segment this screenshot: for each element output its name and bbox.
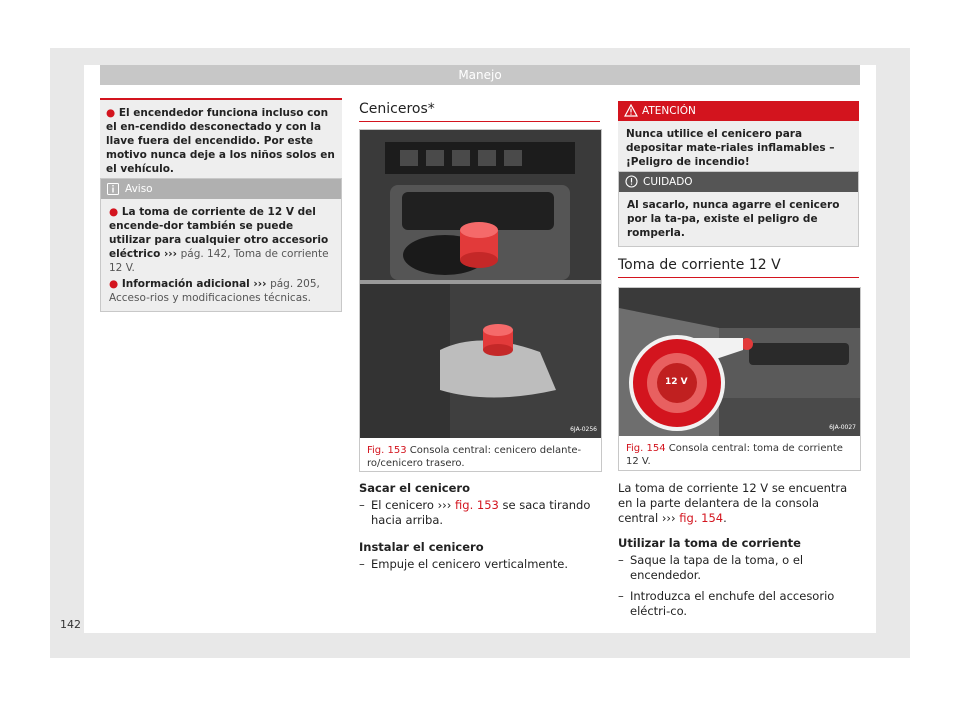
arrows: ››› [661, 511, 676, 525]
figure-caption [360, 438, 601, 476]
arrows: ››› [163, 248, 177, 260]
figure-code: 6JA-0027 [829, 424, 856, 431]
figure-code: 6JA-0256 [570, 426, 597, 433]
arrows: ››› [437, 498, 452, 512]
atencion-title: ATENCIÓN [642, 105, 696, 117]
lighter-warning-box [100, 98, 342, 184]
utilizar-title: Utilizar la toma de corriente [618, 536, 801, 550]
instalar-text: Empuje el cenicero verticalmente. [371, 557, 569, 571]
aviso-item [109, 277, 333, 305]
sacar-text-end: se saca tirando hacia arriba. [371, 498, 591, 527]
ashtray-photo [360, 130, 601, 438]
list-item [618, 553, 860, 583]
figure-reference-link[interactable]: fig. 153 [455, 498, 499, 512]
figure-caption-text: Consola central: toma de corriente 12 V. [626, 443, 843, 467]
figure-caption-text: Consola central: cenicero delante-ro/cenicero trasero. [367, 445, 582, 469]
cuidado-title: CUIDADO [643, 176, 693, 188]
ceniceros-title: Ceniceros* [359, 101, 600, 122]
cuidado-text: Al sacarlo, nunca agarre el cenicero por la ta-pa, existe el peligro de romperla. [627, 199, 840, 239]
aviso-title: Aviso [125, 183, 153, 195]
arrows: ››› [253, 278, 267, 290]
bullet-icon: ● [109, 278, 119, 290]
sacar-title: Sacar el cenicero [359, 481, 470, 495]
figure-label: Fig. 153 [367, 445, 407, 456]
atencion-text: Nunca utilice el cenicero para depositar mate-riales inflamables – ¡Peligro de incendio! [618, 121, 859, 177]
socket-photo [619, 288, 860, 436]
figure-reference-link[interactable]: fig. 154 [679, 511, 724, 525]
instalar-title: Instalar el cenicero [359, 540, 484, 554]
dash: – [359, 498, 365, 512]
dash: – [359, 557, 365, 571]
step-text: Introduzca el enchufe del accesorio eléctri-co. [630, 589, 835, 618]
cuidado-header [619, 172, 858, 192]
page-number: 142 [60, 618, 81, 631]
figure-154 [618, 287, 861, 471]
dash: – [618, 589, 624, 603]
warning-triangle-icon [624, 104, 638, 117]
page-reference-link[interactable]: pág. 205, Acceso-rios y modificaciones técnicas. [109, 278, 320, 304]
list-item [359, 557, 601, 572]
aviso-box [100, 178, 342, 312]
atencion-header [618, 101, 859, 121]
period: . [723, 511, 727, 525]
lighter-warning-text: El encendedor funciona incluso con el en-cendido desconectado y con la llave fuera del encendido. Por este motivo nunca deje a los niños solos en el vehículo. [106, 107, 335, 175]
toma-paragraph [618, 481, 860, 526]
atencion-box [618, 101, 859, 177]
aviso-item [109, 205, 333, 275]
aviso-item-text: La toma de corriente de 12 V del encende-dor también se puede utilizar para cualquier otro accesorio eléctrico [109, 206, 329, 260]
figure-153 [359, 129, 602, 472]
dash: – [618, 553, 624, 567]
toma-paragraph-text: La toma de corriente 12 V se encuentra en la parte delantera de la consola central [618, 481, 848, 525]
page-reference-link[interactable]: pág. 142, Toma de corriente 12 V. [109, 248, 329, 274]
figure-label: Fig. 154 [626, 443, 666, 454]
sacar-text: El cenicero [371, 498, 434, 512]
info-icon [107, 183, 119, 195]
caution-circle-icon [625, 175, 638, 188]
bullet-icon: ● [106, 107, 116, 119]
aviso-header [101, 179, 341, 199]
socket-label: 12 V [665, 377, 688, 387]
page-header: Manejo [100, 65, 860, 85]
figure-caption [619, 436, 860, 474]
list-item [618, 589, 860, 619]
list-item [359, 498, 601, 528]
ceniceros-body [359, 481, 601, 572]
toma-body [618, 481, 860, 619]
step-text: Saque la tapa de la toma, o el encendedor. [630, 553, 804, 582]
aviso-item-text: Información adicional [121, 278, 250, 290]
cuidado-box [618, 171, 859, 247]
bullet-icon: ● [109, 206, 119, 218]
toma-title: Toma de corriente 12 V [618, 257, 859, 278]
